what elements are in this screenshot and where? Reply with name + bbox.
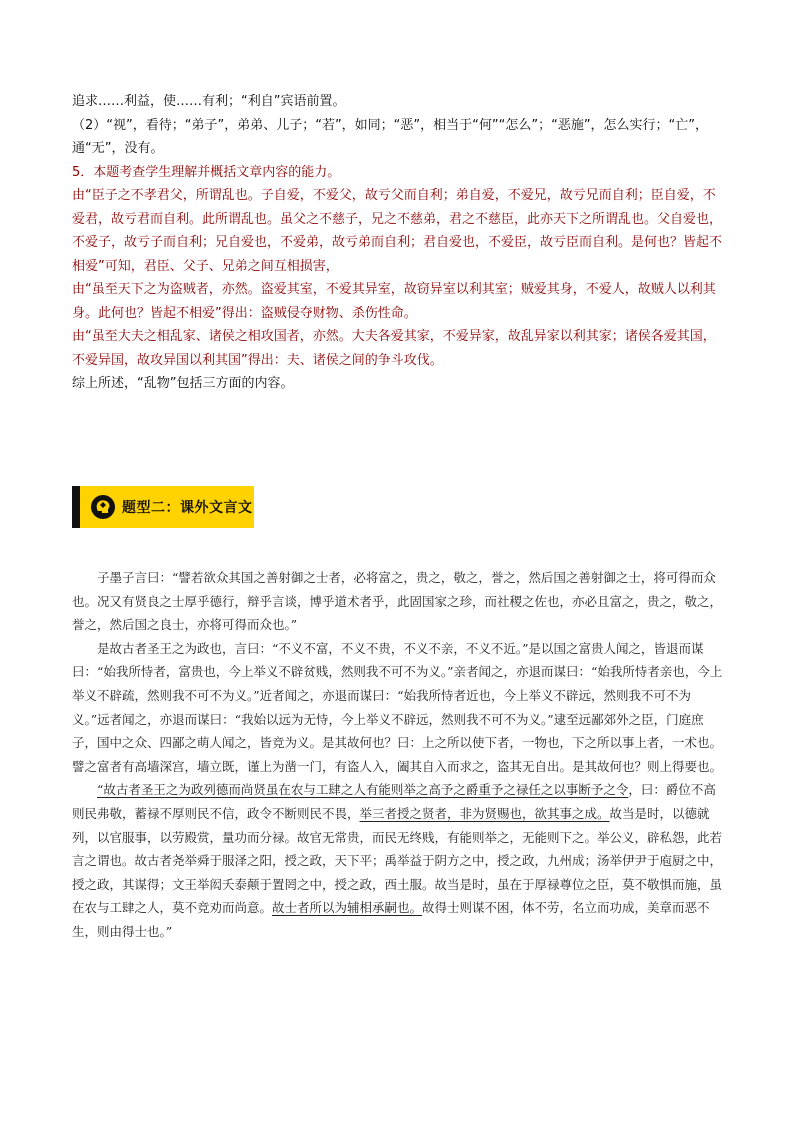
brain-head-icon	[90, 494, 116, 520]
underlined-sentence-3: 故士者所以为辅相承嗣也。	[272, 900, 423, 916]
analysis-paragraph-3: 由“虽至大夫之相乱家、诸侯之相攻国者，亦然。大夫各爱其家，不爱异家，故乱异家以利其家；诸侯各爱其国，不爱异国，故攻异国以利其国”得出：夫、诸侯之间的争斗攻伐。	[72, 329, 716, 368]
answer-line-2: （2）“视”，看待；“弟子”，弟弟、儿子；“若”，如同；“恶”，相当于“何”“怎么”；“恶施”，怎么实行；“亡”，通“无”，没有。	[72, 117, 709, 156]
underlined-sentence-2: 举三者授之贤者，非为贤赐也，欲其事之成。	[359, 805, 610, 821]
analysis-paragraph-1: 由“臣子之不孝君父，所谓乱也。子自爱，不爱父，故亏父而自利；弟自爱，不爱兄，故亏兄而自利；臣自爱，不爱君，故亏君而自利。此所谓乱也。虽父之不慈子，兄之不慈弟，君之不慈臣，此亦天下之所谓乱也。父自爱也，不爱子，故亏子而自利；兄自爱也，不爱弟，故亏弟而自利；君自爱也，不爱臣，故亏臣而自利。是何也？皆起不相爱”可知，君臣、父子、兄弟之间互相损害，	[72, 188, 723, 274]
passage-text-segment-c: 故得士则谋不困，体不劳，名立而功成，美章而恶不生，则由得士也。”	[72, 900, 710, 939]
answer-line-3: 5．本题考查学生理解并概括文章内容的能力。	[72, 164, 341, 180]
underlined-sentence-1: “故古者圣王之为政列德而尚贤虽在农与工肆之人有能则举之高予之爵重予之禄任之以事断予之令	[97, 782, 629, 798]
answer-line-1: 追求……利益，使……有利；“利自”宾语前置。	[72, 94, 346, 109]
passage-paragraph-1: 子墨子言曰：“譬若欲众其国之善射御之士者，必将富之，贵之，敬之，誉之，然后国之善射御之士，将可得而众也。况又有贤良之士厚乎德行，辩乎言谈，博乎道术者乎，此固国家之珍，而社稷之佐也，亦必且富之，贵之，敬之，誉之，然后国之良士，亦将可得而众也。”	[72, 570, 723, 633]
classical-passage	[72, 566, 728, 944]
passage-paragraph-3	[72, 778, 728, 943]
passage-text-segment-a: ，曰：爵位不高则民弗敬，蓄禄不厚则民不信，政令不断则民不畏，	[72, 782, 716, 821]
answer-explanation	[72, 90, 724, 396]
passage-paragraph-2: 是故古者圣王之为政也，言曰：“不义不富，不义不贵，不义不亲，不义不近。”是以国之富贵人闻之，皆退而谋曰：“始我所恃者，富贵也，今上举义不辟贫贱，然则我不可不为义。”亲者闻之，亦退而谋曰：“始我所恃者亲也，今上举义不辟疏，然则我不可不为义。”近者闻之，亦退而谋曰：“始我所恃者近也，今上举义不辟远，然则我不可不为义。”远者闻之，亦退而谋曰：“我始以远为无恃，今上举义不辟远，然则我不可不为义。”逮至远鄙郊外之臣，门庭庶子，国中之众、四鄙之萌人闻之，皆竞为义。是其故何也？曰：上之所以使下者，一物也，下之所以事上者，一术也。譬之富者有高墙深宫，墙立既，谨上为凿一门，有盗人入，阖其自入而求之，盗其无自出。是其故何也？则上得要也。	[72, 640, 723, 774]
analysis-paragraph-2: 由“虽至天下之为盗贼者，亦然。盗爱其室，不爱其异室，故窃异室以利其室；贼爱其身，不爱人，故贼人以利其身。此何也？皆起不相爱”得出：盗贼侵夺财物、杀伤性命。	[72, 282, 716, 321]
passage-text-segment-b: 故当是时，以德就列，以官服事，以劳殿赏，量功而分禄。故官无常贵，而民无终贱，有能则举之，无能则下之。举公义，辟私怨，此若言之谓也。故古者尧举舜于服泽之阳，授之政，天下平；禹举益于阴方之中，授之政，九州成；汤举伊尹于庖厨之中，授之政，其谋得；文王举闳夭泰颠于置罔之中，授之政，西土服。故当是时，虽在于厚禄尊位之臣，莫不敬惧而施，虽在农与工肆之人，莫不竞劝而尚意。	[72, 805, 723, 916]
section-heading-banner	[72, 486, 254, 528]
summary-line: 综上所述，“乱物”包括三方面的内容。	[72, 376, 294, 391]
section-heading-text: 题型二：课外文言文	[122, 500, 253, 516]
